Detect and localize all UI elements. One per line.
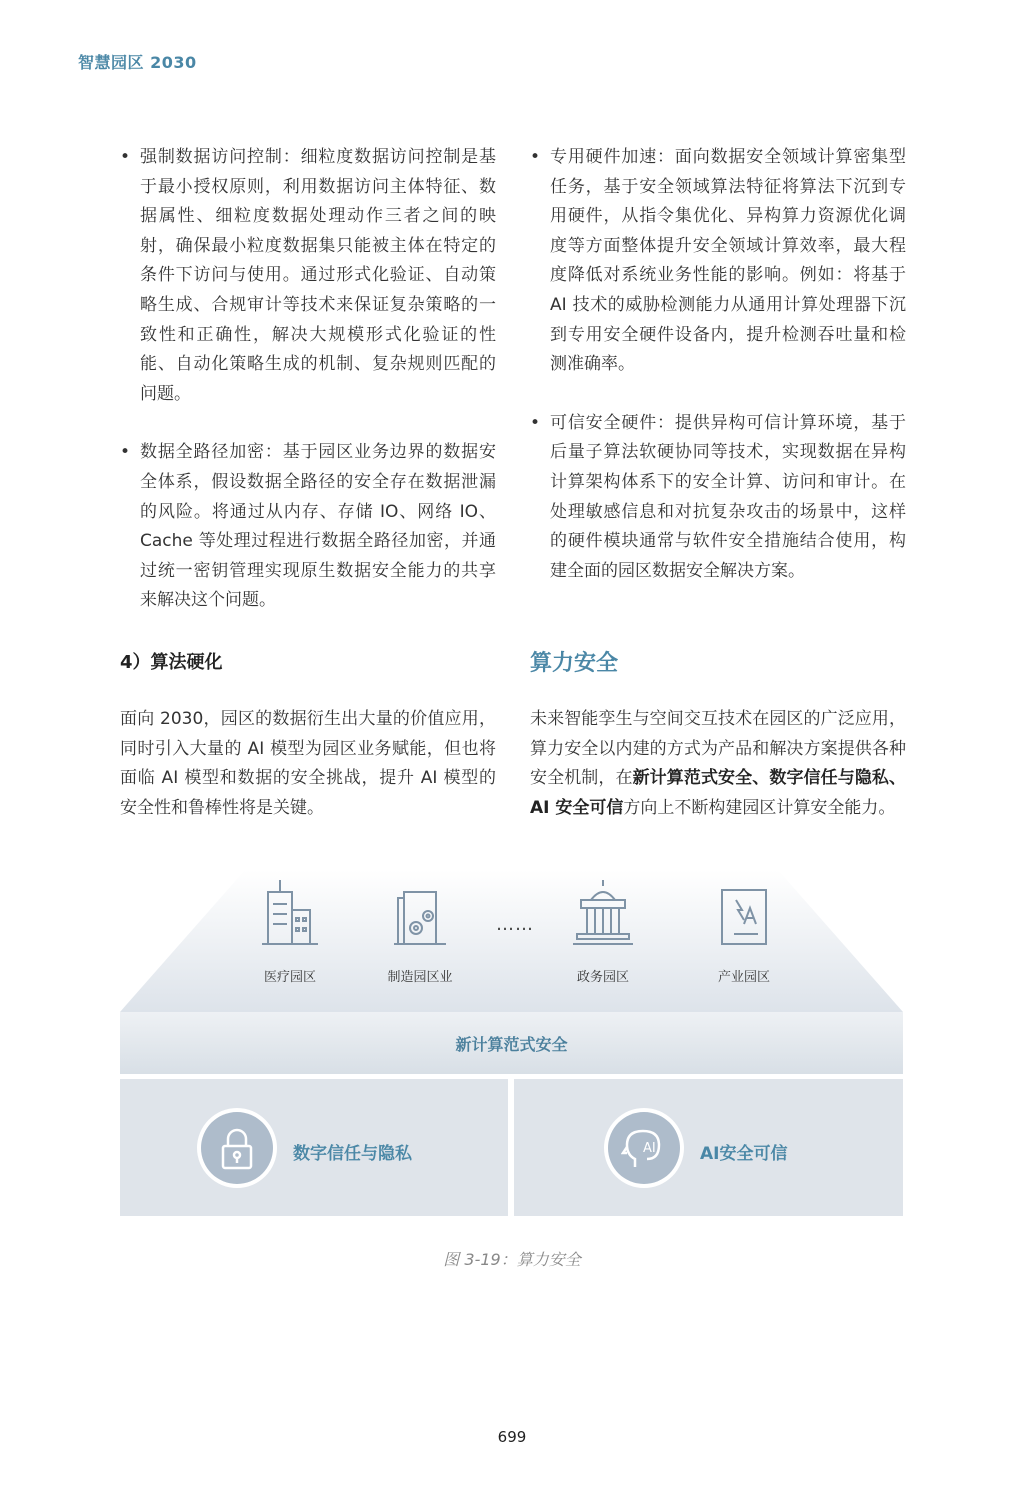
ai-icon-text: AI [643, 1141, 656, 1156]
government-icon [571, 878, 635, 948]
paragraph-compute-security: 未来智能孪生与空间交互技术在园区的广泛应用，算力安全以内建的方式为产品和解决方案提供各种安全机制，在新计算范式安全、数字信任与隐私、AI 安全可信方向上不断构建园区计算安全能力。 [530, 709, 907, 818]
section-heading-compute-security: 算力安全 [530, 651, 619, 676]
lock-circle [201, 1112, 273, 1184]
panel-digital-trust [120, 1079, 508, 1216]
left-column [120, 143, 496, 645]
page-number: 699 [497, 1428, 527, 1446]
panel-ai-trust [514, 1079, 903, 1216]
park-manufacturing [370, 878, 470, 985]
ellipsis: …… [496, 914, 534, 935]
industry-icon [714, 878, 774, 948]
bold-term: 数字信任与隐私 [769, 768, 890, 789]
new-computing-paradigm-bar [120, 1012, 903, 1074]
factory-icon [390, 878, 450, 948]
right-column [530, 143, 906, 615]
section-heading-algorithm-hardening: 4）算法硬化 [120, 652, 223, 673]
hospital-icon [260, 878, 320, 948]
bar-label: 新计算范式安全 [455, 1034, 568, 1054]
bold-term: 新计算范式安全 [632, 768, 753, 789]
park-label: 产业园区 [717, 970, 770, 985]
bullet-item: • 可信安全硬件：提供异构可信计算环境，基于后量子算法软硬协同等技术，实现数据在异构计算架构体系下的安全计算、访问和审计。在处理敏感信息和对抗复杂攻击的场景中，这样的硬件模块通常与软件安全措施结合使用，构建全面的园区数据安全解决方案。 [530, 409, 906, 587]
paragraph-algorithm-hardening: 面向 2030，园区的数据衍生出大量的价值应用，同时引入大量的 AI 模型为园区业务赋能，但也将面临 AI 模型和数据的安全挑战，提升 AI 模型的安全性和鲁棒性将是关键。 [120, 709, 496, 818]
bullet-item: • 专用硬件加速：面向数据安全领域计算密集型任务，基于安全领域算法特征将算法下沉到专用硬件，从指令集优化、异构算力资源优化调度等方面整体提升安全领域计算效率，最大程度降低对系统业务性能的影响。例如：将基于 AI 技术的威胁检测能力从通用计算处理器下沉到专用安全硬件设备内，提升检测吞吐量和检测准确率。 [530, 143, 906, 380]
panel-label: 数字信任与隐私 [293, 1144, 412, 1164]
lock-icon [217, 1126, 257, 1170]
figure-caption: 图 3-19：算力安全 [443, 1250, 581, 1269]
bold-term: AI 安全可信 [530, 797, 624, 818]
park-label: 政务园区 [576, 970, 629, 985]
running-header: 智慧园区 2030 [78, 53, 197, 72]
bullet-item: • 数据全路径加密：基于园区业务边界的数据安全体系，假设数据全路径的安全存在数据泄漏的风险。将通过从内存、存储 IO、网络 IO、Cache 等处理过程进行数据全路径加密，并通过统一密钥管理实现原生数据安全能力的共享来解决这个问题。 [120, 438, 496, 616]
park-industrial [694, 878, 794, 985]
compute-security-diagram [120, 870, 903, 1220]
park-government [553, 878, 653, 985]
bullet-item: • 强制数据访问控制：细粒度数据访问控制是基于最小授权原则，利用数据访问主体特征、数据属性、细粒度数据处理动作三者之间的映射，确保最小粒度数据集只能被主体在特定的条件下访问与使用。通过形式化验证、自动策略生成、合规审计等技术来保证复杂策略的一致性和正确性，解决大规模形式化验证的性能、自动化策略生成的机制、复杂规则匹配的问题。 [120, 143, 496, 409]
park-label: 医疗园区 [263, 970, 316, 985]
panel-label: AI安全可信 [700, 1144, 788, 1164]
park-medical [240, 878, 340, 985]
ai-circle [608, 1112, 680, 1184]
ai-head-icon [621, 1125, 667, 1171]
park-label: 制造园区业 [387, 970, 453, 985]
